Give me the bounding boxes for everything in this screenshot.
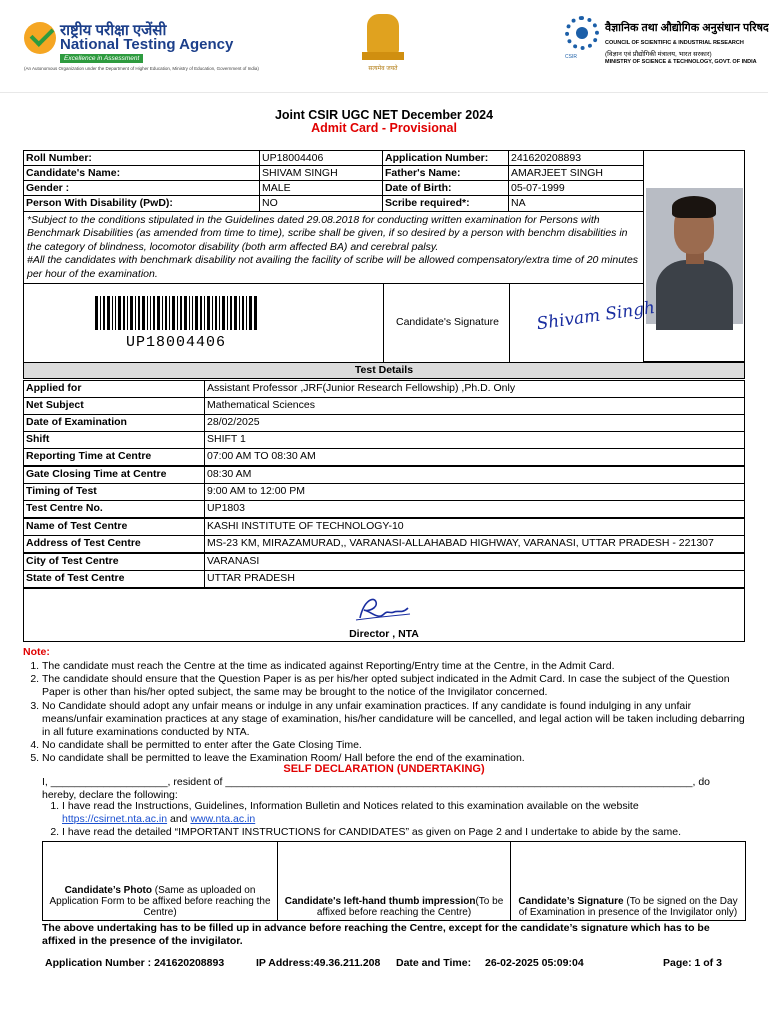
admit-card-subtitle: Admit Card - Provisional — [311, 121, 457, 135]
candidate-name-value: SHIVAM SINGH — [259, 165, 383, 181]
nta-logo — [24, 18, 259, 78]
footer-page-number: Page: 1 of 3 — [663, 957, 722, 969]
nta-check-icon — [24, 22, 56, 54]
thumb-impression-box — [277, 841, 511, 921]
footer-application-number: Application Number : 241620208893 — [45, 957, 225, 969]
notes-list — [23, 660, 753, 766]
test-detail-label: Address of Test Centre — [23, 535, 205, 553]
barcode-number: UP18004406 — [125, 334, 226, 351]
csir-logo — [565, 16, 769, 76]
test-detail-label: Name of Test Centre — [23, 518, 205, 536]
footer-datetime-label: Date and Time: — [396, 957, 472, 969]
note-item: 3. No Candidate should adopt any unfair means or indulge in any unfair examination practices. If any candidate is found indulging in any unfair means/unfair examination practices at any stage of examination, his/her candidature will be cancelled, and legal action will be taken including debarring in all future examinations conducted by NTA. — [42, 700, 753, 740]
undertaking-note: The above undertaking has to be filled up in advance before reaching the Centre, except for the candidate’s signature which has to be affixed in the presence of the invigilator. — [42, 922, 710, 947]
test-detail-value: UTTAR PRADESH — [204, 570, 745, 588]
note-item: 2. The candidate should ensure that the Question Paper is as per his/her opted subject indicated in the Admit Card. In case the subject of the Question Paper is other than his/her opted subject, the same may be brought to the notice of the Invigilator concerned. — [42, 673, 753, 699]
csir-ministry-hindi: (विज्ञान एवं प्रौद्योगिकी मंत्रालय, भारत सरकार) — [605, 51, 712, 58]
test-details-header: Test Details — [23, 362, 745, 379]
note-heading: Note: — [23, 646, 50, 658]
signature-affix-box — [510, 841, 746, 921]
csirnet-link[interactable]: https://csirnet.nta.ac.in — [62, 813, 168, 825]
national-emblem-icon — [358, 14, 408, 76]
footer-ip-address: IP Address:49.36.211.208 — [256, 957, 381, 969]
dob-label: Date of Birth: — [382, 180, 509, 196]
signature-box-text: (To be signed on the Day of Examination in presence of the Invigilator only) — [518, 896, 738, 918]
test-detail-value: KASHI INSTITUTE OF TECHNOLOGY-10 — [204, 518, 745, 536]
footer-datetime-value: 26-02-2025 05:09:04 — [485, 957, 584, 969]
photo-box-title: Candidate’s Photo — [64, 885, 152, 896]
nta-tagline: Excellence in Assessment — [60, 54, 143, 63]
exam-title: Joint CSIR UGC NET December 2024 — [274, 108, 494, 122]
test-detail-value: 08:30 AM — [204, 466, 745, 484]
self-declaration-list — [42, 800, 752, 839]
nta-hindi-name: राष्ट्रीय परीक्षा एजेंसी — [60, 22, 167, 39]
test-detail-value: SHIFT 1 — [204, 431, 745, 449]
candidate-signature-caption: Candidate's Signature — [396, 316, 499, 328]
nta-subtext: (An Autonomous Organization under the Department of Higher Education, Ministry of Education, Government of India) — [24, 66, 259, 71]
father-name-value: AMARJEET SINGH — [508, 165, 644, 181]
csir-name: COUNCIL OF SCIENTIFIC & INDUSTRIAL RESEARCH — [605, 40, 744, 46]
roll-number-value: UP18004406 — [259, 150, 383, 166]
test-detail-label: City of Test Centre — [23, 553, 205, 571]
application-number-value: 241620208893 — [508, 150, 644, 166]
gender-value: MALE — [259, 180, 383, 196]
dob-value: 05-07-1999 — [508, 180, 644, 196]
pwd-note — [23, 211, 644, 284]
csir-logo-label: CSIR — [565, 54, 577, 60]
pwd-note-extra-time: #All the candidates with benchmark disability not availing the facility of scribe will be allowed compensatory/extra time of 20 minutes per hour of the examination. — [27, 254, 639, 280]
test-detail-label: Date of Examination — [23, 414, 205, 432]
director-label: Director , NTA — [349, 628, 419, 640]
photo-box-text: (Same as uploaded on Application Form to be affixed before reaching the Centre) — [49, 885, 271, 918]
test-detail-value: MS-23 KM, MIRAZAMURAD,, VARANASI-ALLAHABAD HIGHWAY, VARANASI, UTTAR PRADESH - 221307 — [204, 535, 745, 553]
scribe-value: NA — [508, 195, 644, 212]
test-detail-label: Gate Closing Time at Centre — [23, 466, 205, 484]
self-declaration-title: SELF DECLARATION (UNDERTAKING) — [283, 763, 485, 775]
gender-label: Gender : — [23, 180, 260, 196]
declaration-item-text: I have read the Instructions, Guidelines, Information Bulletin and Notices related to this examination available on the website — [62, 800, 639, 812]
test-detail-label: Reporting Time at Centre — [23, 448, 205, 466]
father-name-label: Father's Name: — [382, 165, 509, 181]
scribe-label: Scribe required*: — [382, 195, 509, 212]
note-item: 5. No candidate shall be permitted to leave the Examination Room/ Hall before the end of the examination. — [42, 752, 753, 765]
csir-gear-icon — [565, 16, 599, 50]
photo-affix-box — [42, 841, 278, 921]
note-item: 4. No candidate shall be permitted to enter after the Gate Closing Time. — [42, 739, 753, 752]
thumb-box-title: Candidate's left-hand thumb impression — [284, 896, 476, 907]
and-text: and — [169, 813, 188, 825]
csir-ministry: MINISTRY OF SCIENCE & TECHNOLOGY, GOVT. OF INDIA — [605, 59, 757, 65]
pwd-note-text: *Subject to the conditions stipulated in the Guidelines dated 29.08.2018 for conducting written examination for Persons with Benchmark Disabilities (as amended from time to time), scribe shall be given, if so desired by a person with benchm disabilities in the category of blindness, locomotor disability (both arm affected BA) and cerebral palsy. — [27, 214, 628, 253]
test-detail-label: Net Subject — [23, 397, 205, 415]
pwd-label: Person With Disability (PwD): — [23, 195, 260, 212]
candidate-signature-image — [530, 296, 657, 336]
test-detail-value: VARANASI — [204, 553, 745, 571]
test-detail-value: 07:00 AM TO 08:30 AM — [204, 448, 745, 466]
director-signature-image — [350, 592, 414, 626]
test-detail-value: Mathematical Sciences — [204, 397, 745, 415]
note-item: 1. The candidate must reach the Centre at the time as indicated against Reporting/Entry time at the Centre, in the Admit Card. — [42, 660, 753, 673]
declaration-item — [62, 800, 752, 826]
header-bar — [0, 0, 768, 93]
test-detail-label: Test Centre No. — [23, 500, 205, 518]
test-detail-value: 9:00 AM to 12:00 PM — [204, 483, 745, 501]
declaration-item: 2. I have read the detailed “IMPORTANT INSTRUCTIONS for CANDIDATES” as given on Page 2 and I undertake to abide by the same. — [62, 826, 752, 839]
self-declaration-line: I, ____________________, resident of ________________________________________________________________________________, do hereby, declare the following: — [42, 776, 711, 801]
nta-website-link[interactable]: www.nta.ac.in — [190, 813, 256, 825]
test-detail-label: State of Test Centre — [23, 570, 205, 588]
candidate-name-label: Candidate's Name: — [23, 165, 260, 181]
nta-name: National Testing Agency — [60, 36, 234, 53]
svg-text:Shivam Singh: Shivam Singh — [535, 297, 657, 335]
candidate-photo — [646, 188, 743, 324]
test-detail-label: Timing of Test — [23, 483, 205, 501]
csir-hindi-name: वैज्ञानिक तथा औद्योगिक अनुसंधान परिषद — [605, 22, 769, 34]
test-detail-label: Shift — [23, 431, 205, 449]
pwd-value: NO — [259, 195, 383, 212]
roll-number-label: Roll Number: — [23, 150, 260, 166]
test-detail-value: 28/02/2025 — [204, 414, 745, 432]
signature-box-title: Candidate’s Signature — [518, 896, 624, 907]
application-number-label: Application Number: — [382, 150, 509, 166]
test-detail-value: UP1803 — [204, 500, 745, 518]
thumb-box-text: (To be affixed before reaching the Centre) — [316, 896, 504, 918]
test-detail-label: Applied for — [23, 380, 205, 398]
emblem-motto: सत्यमेव जयते — [368, 66, 398, 72]
test-detail-value: Assistant Professor ,JRF(Junior Research Fellowship) ,Ph.D. Only — [204, 380, 745, 398]
barcode-image — [95, 296, 257, 330]
